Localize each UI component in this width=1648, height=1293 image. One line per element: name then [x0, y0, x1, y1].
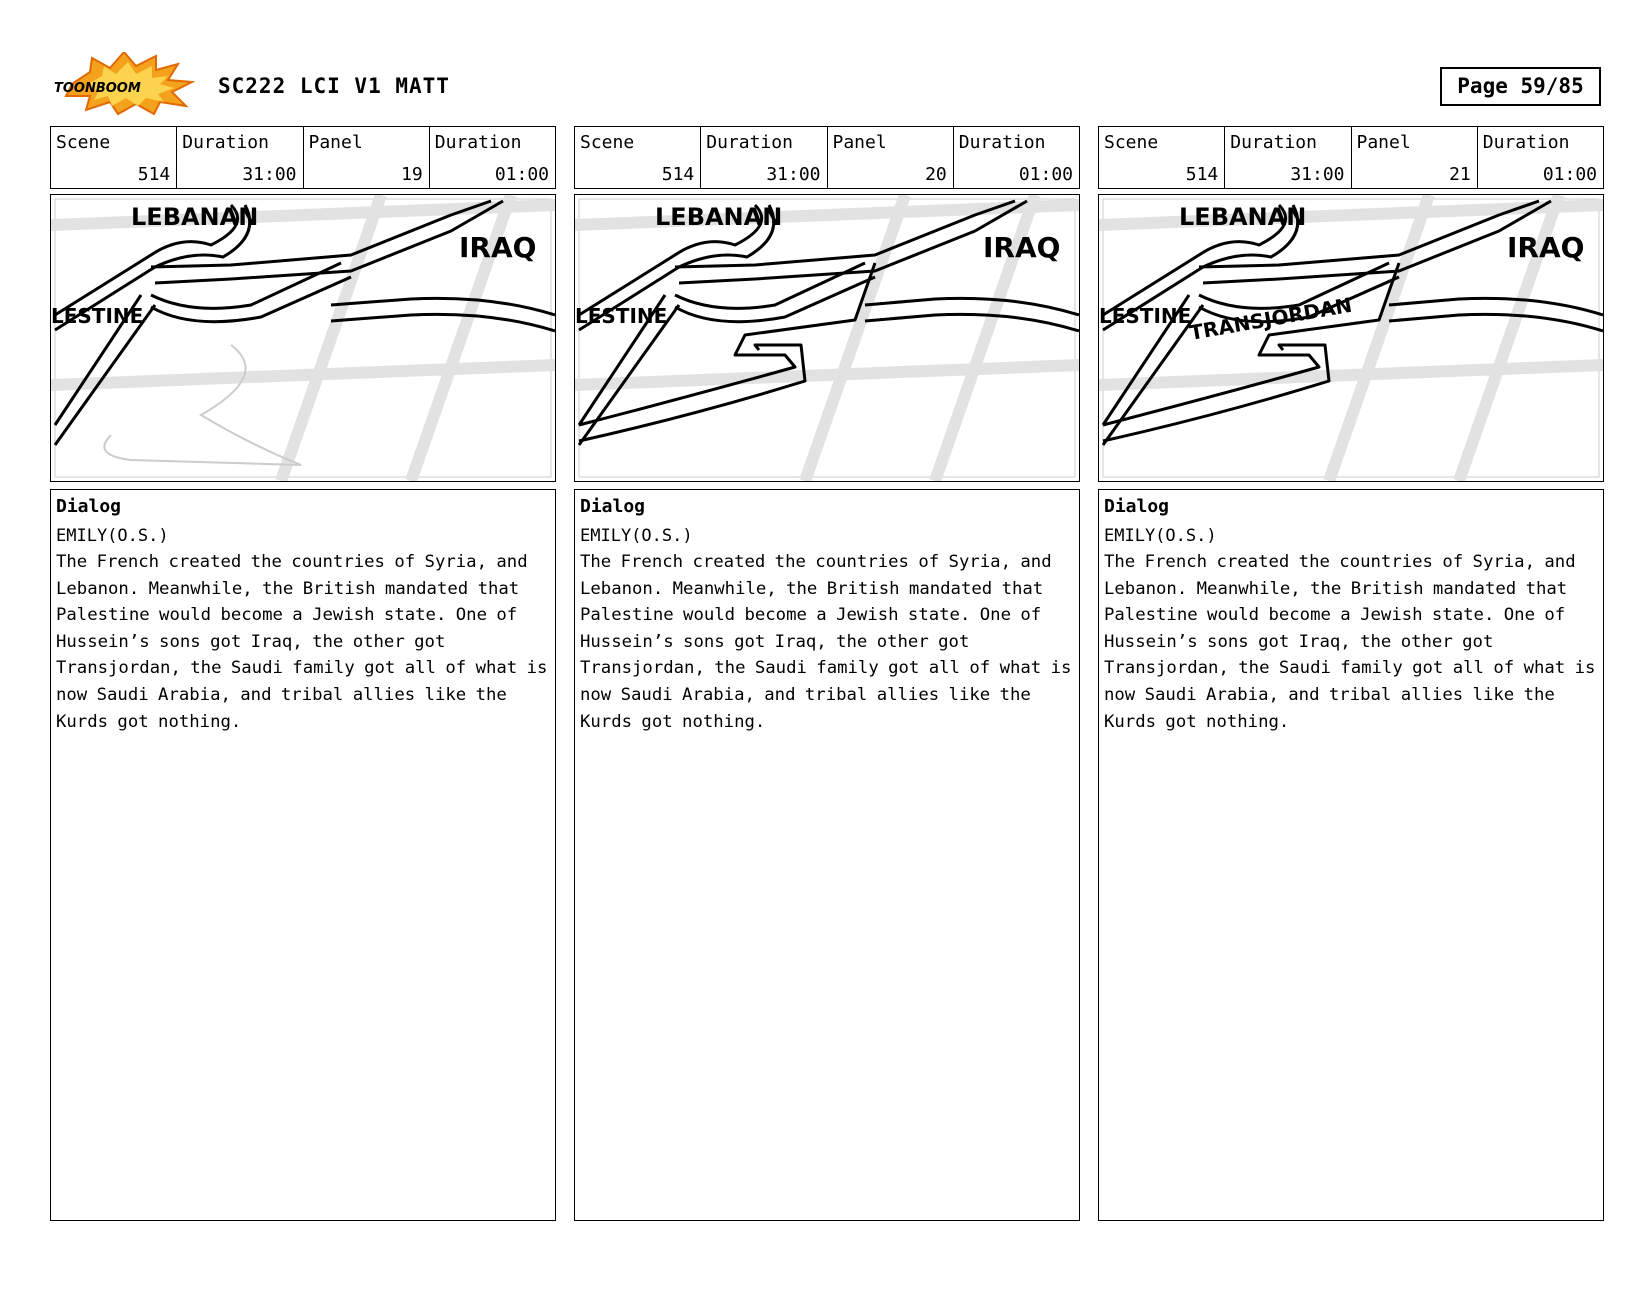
scene-value: 514	[661, 164, 695, 185]
sketch-image	[1098, 194, 1604, 482]
panel-label: Panel	[1356, 132, 1411, 153]
dialog-heading: Dialog	[56, 496, 122, 517]
scene-duration-cell	[177, 127, 303, 188]
panel-label: Panel	[832, 132, 887, 153]
scene-label: Scene	[580, 132, 635, 153]
scene-label: Scene	[56, 132, 111, 153]
toonboom-logo	[52, 52, 202, 116]
scene-duration-cell	[1225, 127, 1351, 188]
scene-label: Scene	[1104, 132, 1159, 153]
dialog-speaker: EMILY(O.S.)	[56, 526, 169, 546]
map-label-iraq: IRAQ	[983, 231, 1061, 264]
storyboard-panel-3	[1098, 126, 1604, 1221]
dialog-text: The French created the countries of Syria, and Lebanon. Meanwhile, the British mandated that Palestine would become a Jewish state. One of Hussein’s sons got Iraq, the other got Transjordan, the Saudi family got all of what is now Saudi Arabia, and tribal allies like the Kurds got nothing.	[56, 552, 548, 732]
document-title: SC222 LCI V1 MATT	[218, 74, 450, 98]
panel-value: 21	[1449, 164, 1471, 185]
duration-label: Duration	[1230, 132, 1317, 153]
panel-duration-cell	[430, 127, 555, 188]
logo-text: TOONBOOM	[54, 81, 141, 96]
duration-label: Duration	[182, 132, 269, 153]
panel-label: Panel	[308, 132, 363, 153]
map-label-lebanon: LEBANAN	[1179, 203, 1307, 231]
map-label-iraq: IRAQ	[459, 231, 537, 264]
scene-cell	[51, 127, 177, 188]
dialog-heading: Dialog	[580, 496, 646, 517]
dialog-text: The French created the countries of Syria, and Lebanon. Meanwhile, the British mandated that Palestine would become a Jewish state. One of Hussein’s sons got Iraq, the other got Transjordan, the Saudi family got all of what is now Saudi Arabia, and tribal allies like the Kurds got nothing.	[580, 552, 1072, 732]
dialog-heading: Dialog	[1104, 496, 1170, 517]
map-label-lebanon: LEBANAN	[131, 203, 259, 231]
scene-value: 514	[137, 164, 171, 185]
sketch-image	[574, 194, 1080, 482]
panel-duration-label: Duration	[1482, 132, 1570, 153]
map-label-palestine: LESTINE	[51, 304, 144, 328]
dialog-speaker: EMILY(O.S.)	[580, 526, 693, 546]
panel-duration-value: 01:00	[494, 164, 549, 185]
panel-duration-label: Duration	[434, 132, 522, 153]
panel-info-table	[574, 126, 1080, 189]
storyboard-panel-1	[50, 126, 556, 1221]
panel-value: 20	[925, 164, 947, 185]
panel-info-table	[1098, 126, 1604, 189]
map-label-palestine: LESTINE	[575, 304, 668, 328]
dialog-box	[574, 489, 1080, 1221]
panel-duration-value: 01:00	[1542, 164, 1597, 185]
panel-info-table	[50, 126, 556, 189]
map-label-palestine: LESTINE	[1099, 304, 1192, 328]
panel-duration-label: Duration	[958, 132, 1046, 153]
duration-value: 31:00	[766, 164, 821, 185]
scene-value: 514	[1185, 164, 1219, 185]
scene-cell	[1099, 127, 1225, 188]
map-label-iraq: IRAQ	[1507, 231, 1585, 264]
map-label-transjordan: TRANSJORDAN	[1187, 292, 1354, 345]
scene-duration-cell	[701, 127, 827, 188]
panel-cell	[304, 127, 430, 188]
panel-duration-value: 01:00	[1018, 164, 1073, 185]
dialog-speaker: EMILY(O.S.)	[1104, 526, 1217, 546]
duration-value: 31:00	[242, 164, 297, 185]
panel-value: 19	[401, 164, 423, 185]
panel-duration-cell	[954, 127, 1079, 188]
dialog-text: The French created the countries of Syria, and Lebanon. Meanwhile, the British mandated that Palestine would become a Jewish state. One of Hussein’s sons got Iraq, the other got Transjordan, the Saudi family got all of what is now Saudi Arabia, and tribal allies like the Kurds got nothing.	[1104, 552, 1596, 732]
panel-duration-cell	[1478, 127, 1603, 188]
duration-label: Duration	[706, 132, 793, 153]
duration-value: 31:00	[1290, 164, 1345, 185]
panel-cell	[828, 127, 954, 188]
dialog-box	[1098, 489, 1604, 1221]
page-number: Page 59/85	[1440, 67, 1601, 106]
panel-cell	[1352, 127, 1478, 188]
storyboard-panel-2	[574, 126, 1080, 1221]
dialog-box	[50, 489, 556, 1221]
scene-cell	[575, 127, 701, 188]
sketch-image	[50, 194, 556, 482]
map-label-lebanon: LEBANAN	[655, 203, 783, 231]
